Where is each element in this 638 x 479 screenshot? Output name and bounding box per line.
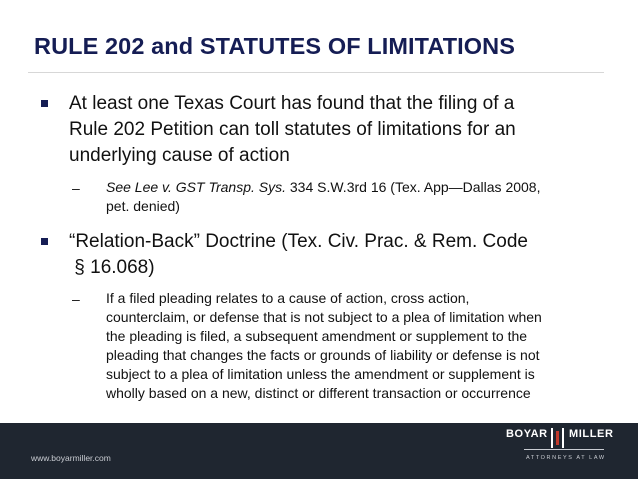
bullet-1-line-1: At least one Texas Court has found that the filing of a (69, 93, 515, 114)
sub-bullet-2-line-1: If a filed pleading relates to a cause of action, cross action, (106, 290, 470, 306)
logo-divider (524, 449, 604, 450)
logo-mark-icon (550, 428, 566, 450)
sub-bullet-2-line-5: subject to a plea of limitation unless the amendment or supplement is (106, 366, 535, 382)
bullet-1-line-3: underlying cause of action (69, 145, 290, 166)
logo-tagline: ATTORNEYS AT LAW (526, 455, 606, 461)
bullet-square-icon (41, 100, 48, 107)
sub-bullet-2-line-3: the pleading is filed, a subsequent amendment or supplement to the (106, 328, 528, 344)
citation-reporter: 334 S.W.3rd 16 (Tex. App—Dallas 2008, (286, 179, 541, 195)
website-link[interactable]: www.boyarmiller.com (31, 453, 111, 463)
bullet-2-line-2: § 16.068) (69, 257, 155, 278)
logo-right-word: MILLER (569, 428, 614, 440)
logo-left-word: BOYAR (506, 428, 548, 440)
sub-bullet-1-line-2: pet. denied) (106, 198, 180, 214)
bullet-square-icon (41, 238, 48, 245)
firm-logo (506, 428, 624, 472)
case-citation: See Lee v. GST Transp. Sys. (106, 179, 286, 195)
title-divider (28, 72, 604, 73)
bullet-1-line-2: Rule 202 Petition can toll statutes of limitations for an (69, 119, 516, 140)
sub-bullet-2-line-2: counterclaim, or defense that is not subject to a plea of limitation when (106, 309, 542, 325)
sub-bullet-2-line-6: wholly based on a new, distinct or different transaction or occurrence (106, 385, 531, 401)
bullet-2-line-1: “Relation-Back” Doctrine (Tex. Civ. Prac. & Rem. Code (69, 231, 528, 252)
sub-bullet-2-line-4: pleading that changes the facts or grounds of liability or defense is not (106, 347, 540, 363)
sub-bullet-1-line-1 (106, 178, 540, 197)
sub-bullet-2-dash: – (72, 291, 80, 307)
slide-title: RULE 202 and STATUTES OF LIMITATIONS (34, 33, 516, 59)
sub-bullet-1-dash: – (72, 180, 80, 196)
